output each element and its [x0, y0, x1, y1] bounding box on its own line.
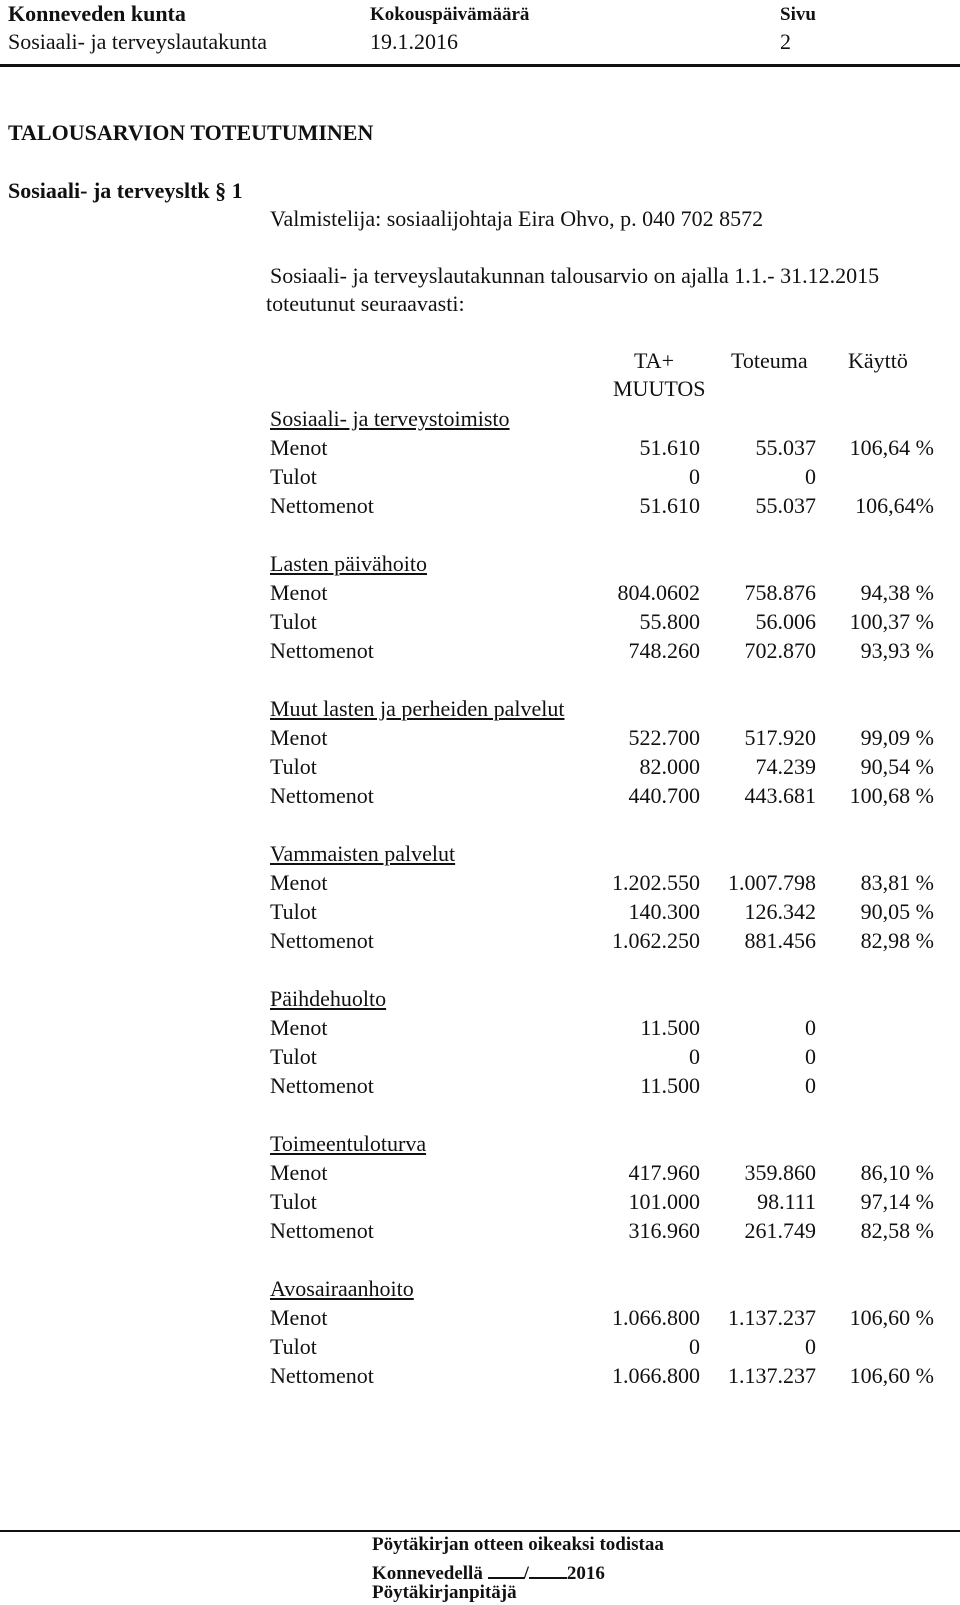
- row-usage: 93,93 %: [860, 638, 934, 663]
- preparer-line: Valmistelija: sosiaalijohtaja Eira Ohvo, p. 040 702 8572: [270, 206, 764, 231]
- row-budget: 82.000: [639, 754, 700, 779]
- row-budget: 0: [689, 464, 700, 489]
- row-label: Menot: [270, 580, 328, 605]
- group-title: Sosiaali- ja terveystoimisto: [270, 406, 510, 431]
- footer-rule: [0, 1530, 960, 1532]
- row-usage: 100,37 %: [849, 609, 934, 634]
- row-actual: 0: [805, 1073, 816, 1098]
- row-label: Nettomenot: [270, 928, 374, 953]
- row-budget: 0: [689, 1044, 700, 1069]
- row-usage: 106,64 %: [849, 435, 934, 460]
- row-budget: 1.066.800: [612, 1363, 700, 1388]
- row-usage: 90,54 %: [860, 754, 934, 779]
- row-usage: 86,10 %: [860, 1160, 934, 1185]
- row-usage: 83,81 %: [860, 870, 934, 895]
- group-title: Lasten päivähoito: [270, 551, 428, 576]
- col-header-usage: Käyttö: [848, 348, 908, 373]
- row-usage: 82,98 %: [860, 928, 934, 953]
- row-actual: 55.037: [755, 493, 816, 518]
- row-actual: 74.239: [755, 754, 816, 779]
- row-actual: 758.876: [744, 580, 816, 605]
- month-blank: [529, 1559, 567, 1579]
- row-label: Nettomenot: [270, 1073, 374, 1098]
- header-rule: [0, 64, 960, 67]
- row-actual: 261.749: [744, 1218, 816, 1243]
- municipality-name: Konneveden kunta: [8, 1, 186, 26]
- row-budget: 0: [689, 1334, 700, 1359]
- row-actual: 1.007.798: [728, 870, 816, 895]
- row-actual: 702.870: [744, 638, 816, 663]
- section-heading: [8, 180, 243, 202]
- row-usage: 106,64%: [855, 493, 934, 518]
- row-label: Tulot: [270, 1044, 317, 1069]
- date-slash: /: [523, 1563, 529, 1584]
- group-title: Avosairaanhoito: [270, 1276, 414, 1301]
- row-label: Menot: [270, 1305, 328, 1330]
- section-symbol: §: [215, 178, 227, 203]
- row-label: Tulot: [270, 1189, 317, 1214]
- group-title: Vammaisten palvelut: [270, 841, 456, 866]
- row-label: Menot: [270, 870, 328, 895]
- row-label: Nettomenot: [270, 493, 374, 518]
- row-actual: 0: [805, 1334, 816, 1359]
- row-actual: 0: [805, 1044, 816, 1069]
- day-blank: [488, 1559, 524, 1579]
- row-label: Menot: [270, 435, 328, 460]
- row-actual: 126.342: [744, 899, 816, 924]
- row-budget: 140.300: [628, 899, 700, 924]
- row-budget: 11.500: [640, 1015, 700, 1040]
- row-usage: 100,68 %: [849, 783, 934, 808]
- row-budget: 804.0602: [617, 580, 700, 605]
- place-date-line: [372, 1559, 605, 1583]
- group-title: Muut lasten ja perheiden palvelut: [270, 696, 565, 721]
- page-title: TALOUSARVION TOTEUTUMINEN: [8, 120, 374, 145]
- col-header-budget-line1: TA+: [634, 348, 674, 373]
- row-usage: 106,60 %: [849, 1305, 934, 1330]
- row-budget: 522.700: [628, 725, 700, 750]
- row-actual: 881.456: [744, 928, 816, 953]
- row-usage: 94,38 %: [860, 580, 934, 605]
- section-label: Sosiaali- ja terveysltk: [8, 178, 210, 203]
- row-label: Nettomenot: [270, 783, 374, 808]
- row-label: Menot: [270, 1160, 328, 1185]
- page-number: 2: [780, 29, 791, 54]
- col-header-actual: Toteuma: [731, 348, 808, 373]
- row-label: Tulot: [270, 1334, 317, 1359]
- keeper-text: Pöytäkirjanpitäjä: [372, 1582, 517, 1603]
- row-usage: 97,14 %: [860, 1189, 934, 1214]
- row-actual: 1.137.237: [728, 1305, 816, 1330]
- row-usage: 99,09 %: [860, 725, 934, 750]
- certify-text: Pöytäkirjan otteen oikeaksi todistaa: [372, 1534, 664, 1555]
- row-budget: 316.960: [628, 1218, 700, 1243]
- row-budget: 1.066.800: [612, 1305, 700, 1330]
- row-label: Tulot: [270, 754, 317, 779]
- row-budget: 1.062.250: [612, 928, 700, 953]
- row-usage: 90,05 %: [860, 899, 934, 924]
- row-actual: 359.860: [744, 1160, 816, 1185]
- section-number: 1: [231, 178, 243, 203]
- row-budget: 51.610: [639, 493, 700, 518]
- row-label: Nettomenot: [270, 1218, 374, 1243]
- row-budget: 55.800: [639, 609, 700, 634]
- committee-name: Sosiaali- ja terveyslautakunta: [8, 29, 268, 54]
- col-header-budget-line2: MUUTOS: [613, 376, 706, 401]
- row-label: Tulot: [270, 899, 317, 924]
- row-budget: 417.960: [628, 1160, 700, 1185]
- row-budget: 101.000: [628, 1189, 700, 1214]
- row-label: Tulot: [270, 464, 317, 489]
- intro-line-1: Sosiaali- ja terveyslautakunnan talousarvio on ajalla 1.1.- 31.12.2015: [270, 263, 880, 288]
- row-budget: 748.260: [628, 638, 700, 663]
- row-usage: 82,58 %: [860, 1218, 934, 1243]
- group-title: Toimeentuloturva: [270, 1131, 427, 1156]
- page-label: Sivu: [780, 4, 816, 25]
- year: 2016: [566, 1563, 605, 1584]
- row-actual: 0: [805, 1015, 816, 1040]
- row-actual: 443.681: [744, 783, 816, 808]
- row-budget: 11.500: [640, 1073, 700, 1098]
- row-label: Menot: [270, 1015, 328, 1040]
- row-actual: 517.920: [744, 725, 816, 750]
- row-actual: 1.137.237: [728, 1363, 816, 1388]
- row-actual: 0: [805, 464, 816, 489]
- row-usage: 106,60 %: [849, 1363, 934, 1388]
- group-title: Päihdehuolto: [270, 986, 387, 1011]
- row-budget: 440.700: [628, 783, 700, 808]
- row-budget: 1.202.550: [612, 870, 700, 895]
- row-actual: 56.006: [755, 609, 816, 634]
- intro-line-2: toteutunut seuraavasti:: [266, 291, 465, 316]
- place: Konnevedellä: [372, 1563, 483, 1584]
- row-label: Tulot: [270, 609, 317, 634]
- row-actual: 98.111: [757, 1189, 816, 1214]
- row-label: Nettomenot: [270, 1363, 374, 1388]
- row-actual: 55.037: [755, 435, 816, 460]
- meeting-date: 19.1.2016: [370, 29, 458, 54]
- row-label: Nettomenot: [270, 638, 374, 663]
- row-label: Menot: [270, 725, 328, 750]
- meeting-date-label: Kokouspäivämäärä: [370, 4, 530, 25]
- row-budget: 51.610: [639, 435, 700, 460]
